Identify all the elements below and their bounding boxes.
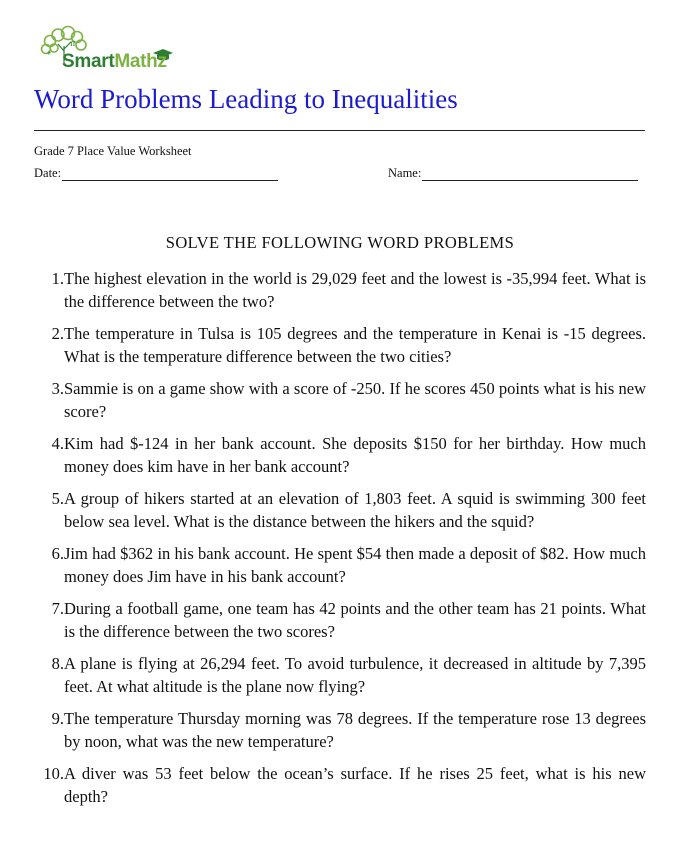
smartmathz-logo xyxy=(34,24,194,76)
problem-number: 3. xyxy=(51,379,64,398)
problem-number: 1. xyxy=(51,269,64,288)
problem-number: 8. xyxy=(51,654,64,673)
problem-item xyxy=(34,543,646,588)
problem-item xyxy=(34,763,646,808)
problem-text: Kim had $-124 in her bank account. She deposits $150 for her birthday. How much money does kim have in her bank account? xyxy=(64,434,646,476)
page-title: Word Problems Leading to Inequalities xyxy=(34,84,458,114)
problem-number: 4. xyxy=(51,434,64,453)
problem-text: Sammie is on a game show with a score of -250. If he scores 450 points what is his new score? xyxy=(64,379,646,421)
problem-text: A group of hikers started at an elevation of 1,803 feet. A squid is swimming 300 feet below sea level. What is the distance between the hikers and the squid? xyxy=(64,489,646,531)
problem-item xyxy=(34,378,646,423)
problem-text: Jim had $362 in his bank account. He spent $54 then made a deposit of $82. How much money does Jim have in his bank account? xyxy=(64,544,646,586)
name-label: Name: xyxy=(388,166,422,180)
problem-item xyxy=(34,488,646,533)
problem-text: A diver was 53 feet below the ocean’s surface. If he rises 25 feet, what is his new depth? xyxy=(64,764,646,806)
problem-list xyxy=(34,268,646,818)
problem-text: The highest elevation in the world is 29,029 feet and the lowest is -35,994 feet. What is the difference between the two? xyxy=(64,269,646,311)
svg-text:π: π xyxy=(70,39,76,48)
date-field[interactable] xyxy=(34,166,278,181)
problem-number: 10. xyxy=(43,764,64,783)
problem-item xyxy=(34,598,646,643)
date-blank-line[interactable] xyxy=(62,167,278,181)
logo-wordmark xyxy=(62,51,167,73)
problem-text: The temperature in Tulsa is 105 degrees and the temperature in Kenai is -15 degrees. What is the temperature difference between the two cities? xyxy=(64,324,646,366)
svg-text:+: + xyxy=(46,49,52,57)
problem-text: The temperature Thursday morning was 78 degrees. If the temperature rose 13 degrees by noon, what was the new temperature? xyxy=(64,709,646,751)
problem-item xyxy=(34,653,646,698)
problem-number: 5. xyxy=(51,489,64,508)
date-label: Date: xyxy=(34,166,62,180)
logo-word-smart: Smart xyxy=(62,51,115,72)
problem-item xyxy=(34,323,646,368)
problem-text: During a football game, one team has 42 points and the other team has 21 points. What is the difference between the two scores? xyxy=(64,599,646,641)
problem-text: A plane is flying at 26,294 feet. To avoid turbulence, it decreased in altitude by 7,395 feet. At what altitude is the plane now flying? xyxy=(64,654,646,696)
problem-item xyxy=(34,708,646,753)
problem-item xyxy=(34,268,646,313)
logo-word-mathz: Mathz xyxy=(114,51,167,72)
problem-number: 2. xyxy=(51,324,64,343)
problem-number: 7. xyxy=(51,599,64,618)
grade-label: Grade 7 Place Value Worksheet xyxy=(34,144,192,158)
problem-number: 6. xyxy=(51,544,64,563)
problem-number: 9. xyxy=(51,709,64,728)
problem-item xyxy=(34,433,646,478)
section-heading: SOLVE THE FOLLOWING WORD PROBLEMS xyxy=(165,233,515,252)
title-divider xyxy=(34,130,645,131)
name-field[interactable] xyxy=(388,166,638,181)
name-blank-line[interactable] xyxy=(422,167,638,181)
